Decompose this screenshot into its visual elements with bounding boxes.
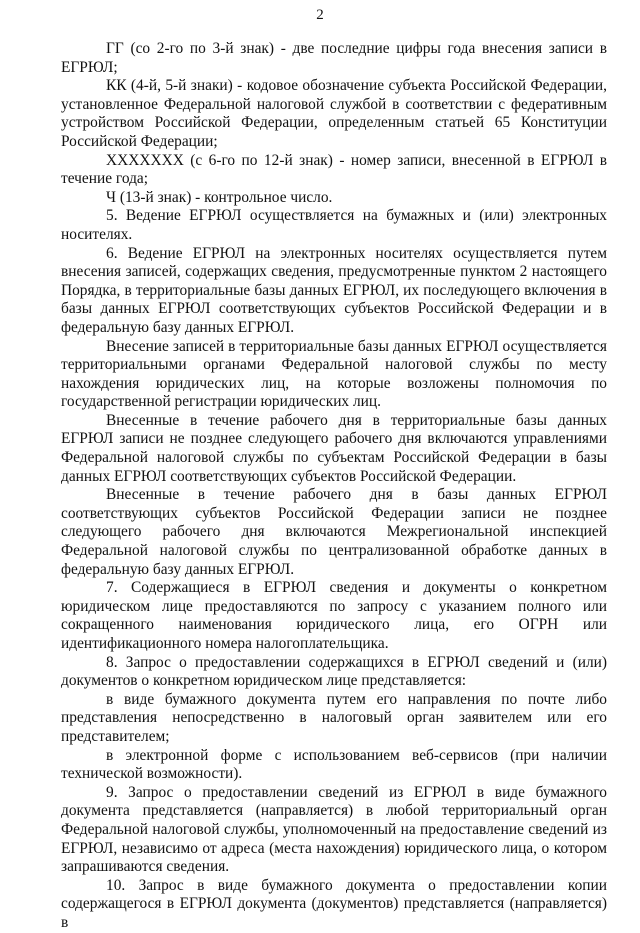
paragraph-regional-inclusion: Внесенные в течение рабочего дня в территориальные базы данных ЕГРЮЛ записи не позднее следующего рабочего дня включаются управлениями Федеральной налоговой службы по субъектам Российской Федерации в базы данных ЕГРЮЛ соответствующих субъектов Российской Федерации. [61, 411, 607, 485]
paragraph-item-7: 7. Содержащиеся в ЕГРЮЛ сведения и документы о конкретном юридическом лице предоставляются по запросу с указанием полного или сокращенного наименования юридического лица, его ОГРН или идентификационного номера налогоплательщика. [61, 579, 607, 652]
paragraph-territorial-records: Внесение записей в территориальные базы данных ЕГРЮЛ осуществляется территориальными органами Федеральной налоговой службы по месту нахождения юридических лиц, на которые возложены полномочия по государственной регистрации юридических лиц. [61, 337, 607, 411]
paragraph-paper-request: в виде бумажного документа путем его направления по почте либо представления непосредственно в налоговый орган заявителем или его представителем; [61, 690, 607, 745]
paragraph-check-digit: Ч (13-й знак) - контрольное число. [106, 188, 333, 206]
paragraph-kk-region-code: КК (4-й, 5-й знаки) - кодовое обозначение субъекта Российской Федерации, установленное Федеральной налоговой службой в соответствии с федеративным устройством Российской Федерации, определенным статьей 65 Конституции Российской Федерации; [61, 77, 607, 150]
paragraph-item-10: 10. Запрос в виде бумажного документа о предоставлении копии содержащегося в ЕГРЮЛ документа (документов) представляется (направляется) в [61, 876, 607, 931]
paragraph-item-6: 6. Ведение ЕГРЮЛ на электронных носителях осуществляется путем внесения записей, содержащих сведения, предусмотренные пунктом 2 настоящего Порядка, в территориальные базы данных ЕГРЮЛ, их последующего включения в базы данных ЕГРЮЛ соответствующих субъектов Российской Федерации и в федеральную базу данных ЕГРЮЛ. [61, 244, 607, 336]
paragraph-electronic-request: в электронной форме с использованием веб-сервисов (при наличии технической возможности). [61, 746, 607, 783]
paragraph-federal-inclusion: Внесенные в течение рабочего дня в базы данных ЕГРЮЛ соответствующих субъектов Российской Федерации записи не позднее следующего рабочего дня включаются Межрегиональной инспекцией Федеральной налоговой службы по централизованной обработке данных в федеральную базу данных ЕГРЮЛ. [61, 486, 607, 578]
document-body [61, 40, 607, 933]
page-number: 2 [316, 7, 324, 23]
paragraph-item-9: 9. Запрос о предоставлении сведений из ЕГРЮЛ в виде бумажного документа представляется (направляется) в любой территориальный орган Федеральной налоговой службы, уполномоченный на предоставление сведений из ЕГРЮЛ, независимо от адреса (места нахождения) юридического лица, о котором запрашиваются сведения. [61, 783, 607, 876]
paragraph-item-8: 8. Запрос о предоставлении содержащихся в ЕГРЮЛ сведений и (или) документов о конкретном юридическом лице представляется: [61, 653, 607, 690]
paragraph-item-5: 5. Ведение ЕГРЮЛ осуществляется на бумажных и (или) электронных носителях. [61, 207, 607, 243]
paragraph-record-number: ХХХХХХХ (с 6-го по 12-й знак) - номер записи, внесенной в ЕГРЮЛ в течение года; [61, 151, 607, 188]
paragraph-gg-year-digits: ГГ (со 2-го по 3-й знак) - две последние цифры года внесения записи в ЕГРЮЛ; [61, 40, 607, 76]
